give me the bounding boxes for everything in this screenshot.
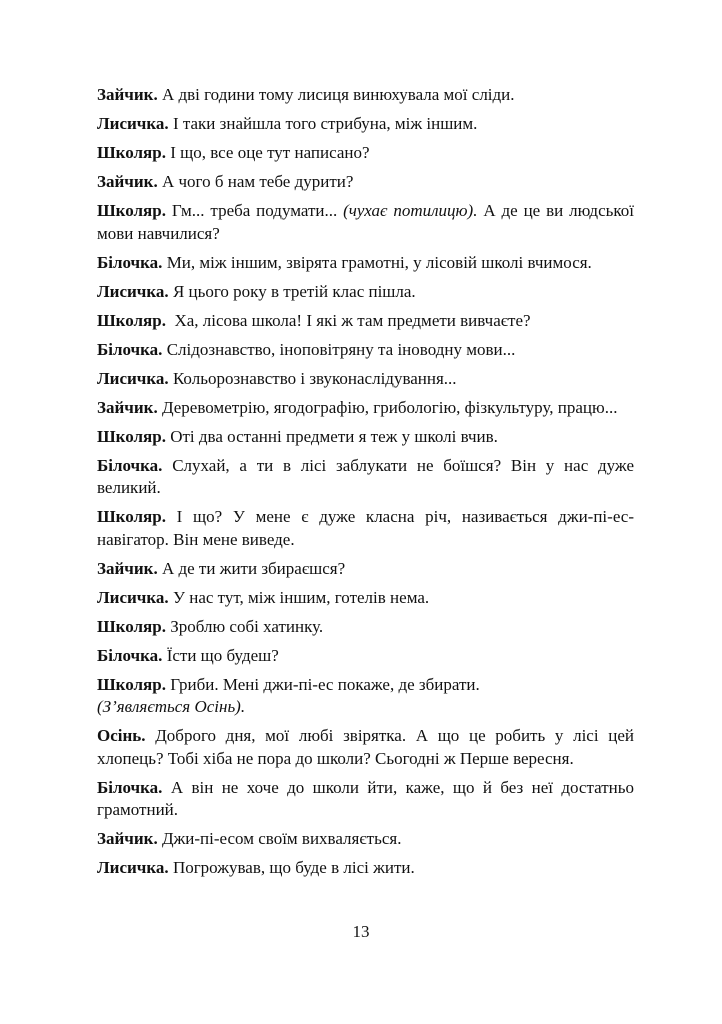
line-text: А дві години тому лисиця винюхувала мої сліди. — [157, 85, 515, 104]
speaker-name: Білочка. — [97, 252, 163, 272]
dialogue-line — [97, 558, 634, 581]
line-text: Погрожував, що буде в лісі жити. — [168, 858, 415, 877]
dialogue-line — [70, 506, 634, 551]
line-text: Гриби. Мені джи-пі-ес покаже, де збирати. — [165, 674, 480, 694]
stage-direction: (чухає потилицю). — [343, 201, 478, 220]
dialogue-line — [97, 674, 634, 697]
line-text: А він не хоче до школи йти, каже, що й без неї достатньо грамотний. — [97, 777, 634, 819]
dialogue-line — [97, 310, 634, 333]
page-number: 13 — [352, 922, 370, 941]
speaker-name: Білочка. — [97, 645, 163, 665]
dialogue-line — [97, 142, 634, 165]
speaker-name: Лисичка. — [97, 858, 169, 877]
line-text: Зроблю собі хатинку. — [165, 616, 324, 636]
dialogue-line — [70, 397, 634, 420]
speaker-name: Школяр. — [97, 616, 166, 636]
speaker-name: Лисичка. — [97, 587, 169, 607]
dialogue-line — [70, 777, 634, 822]
speaker-name: Зайчик. — [97, 172, 158, 191]
line-text: Оті два останні предмети я теж у школі вчив. — [165, 426, 498, 446]
line-text: І що? У мене є дуже класна річ, називається джи-пі-ес-навігатор. Він мене виведе. — [97, 507, 634, 549]
line-text: І що, все оце тут написано? — [165, 143, 370, 162]
line-text: Кольорознавство і звуконаслідування... — [168, 368, 457, 388]
speaker-name: Школяр. — [97, 507, 166, 526]
speaker-name: Школяр. — [97, 426, 166, 446]
line-text: Джи-пі-есом своїм вихваляється. — [157, 829, 402, 848]
speaker-name: Білочка. — [97, 777, 163, 797]
line-text: Я цього року в третій клас пішла. — [168, 281, 416, 301]
speaker-name: Школяр. — [97, 143, 166, 162]
line-text: А де ти жити збираєшся? — [157, 558, 346, 578]
dialogue-line — [97, 828, 634, 851]
stage-direction: (З’являється Осінь). — [97, 697, 246, 716]
line-text: У нас тут, між іншим, готелів нема. — [168, 587, 430, 607]
speaker-name: Школяр. — [97, 310, 166, 330]
speaker-name: Білочка. — [97, 455, 163, 475]
speaker-name: Зайчик. — [97, 85, 158, 104]
dialogue-line — [97, 171, 634, 194]
line-text: Ха, лісова школа! І які ж там предмети вивчаєте? — [165, 310, 531, 330]
dialogue-line — [97, 857, 634, 880]
dialogue-line — [97, 587, 634, 610]
speaker-name: Лисичка. — [97, 114, 169, 133]
dialogue-line — [97, 84, 634, 107]
speaker-name: Лисичка. — [97, 368, 169, 388]
dialogue-line — [70, 455, 634, 500]
line-text: Їсти що будеш? — [162, 645, 279, 665]
speaker-name: Білочка. — [97, 339, 163, 359]
dialogue-line — [70, 725, 634, 770]
speaker-name: Зайчик. — [97, 829, 158, 848]
dialogue-line — [70, 252, 634, 275]
speaker-name: Школяр. — [97, 674, 166, 694]
dialogue-line — [70, 200, 634, 245]
speaker-name: Зайчик. — [97, 558, 158, 578]
speaker-name: Зайчик. — [97, 397, 158, 417]
dialogue-line — [97, 281, 634, 304]
script-page — [97, 84, 634, 886]
line-text: Ми, між іншим, звірята грамотні, у лісовій школі вчимося. — [162, 252, 592, 272]
line-text: Доброго дня, мої любі звірятка. А що це робить у лісі цей хлопець? Тобі хіба не пора до школи? Сьогодні ж Перше вересня. — [97, 726, 634, 768]
line-text: Гм... треба подумати... — [165, 201, 344, 220]
line-text: І таки знайшла того стрибуна, між іншим. — [168, 114, 478, 133]
speaker-name: Осінь. — [97, 726, 146, 745]
line-text-after: А де це ви людської мови навчилися? — [97, 201, 635, 243]
line-text: А чого б нам тебе дурити? — [157, 172, 354, 191]
line-text: Слухай, а ти в лісі заблукати не боїшся? Він у нас дуже великий. — [97, 455, 634, 497]
speaker-name: Лисичка. — [97, 281, 169, 301]
line-text: Деревометрію, ягодографію, грибологію, фізкультуру, працю... — [157, 397, 618, 417]
dialogue-line — [97, 339, 634, 362]
dialogue-line — [97, 368, 634, 391]
speaker-name: Школяр. — [97, 201, 166, 220]
dialogue-line — [97, 426, 634, 449]
line-text: Слідознавство, іноповітряну та іноводну мови... — [162, 339, 516, 359]
dialogue-line — [97, 616, 634, 639]
dialogue-line — [97, 113, 634, 136]
stage-direction-line — [97, 696, 634, 719]
dialogue-line — [97, 645, 634, 668]
